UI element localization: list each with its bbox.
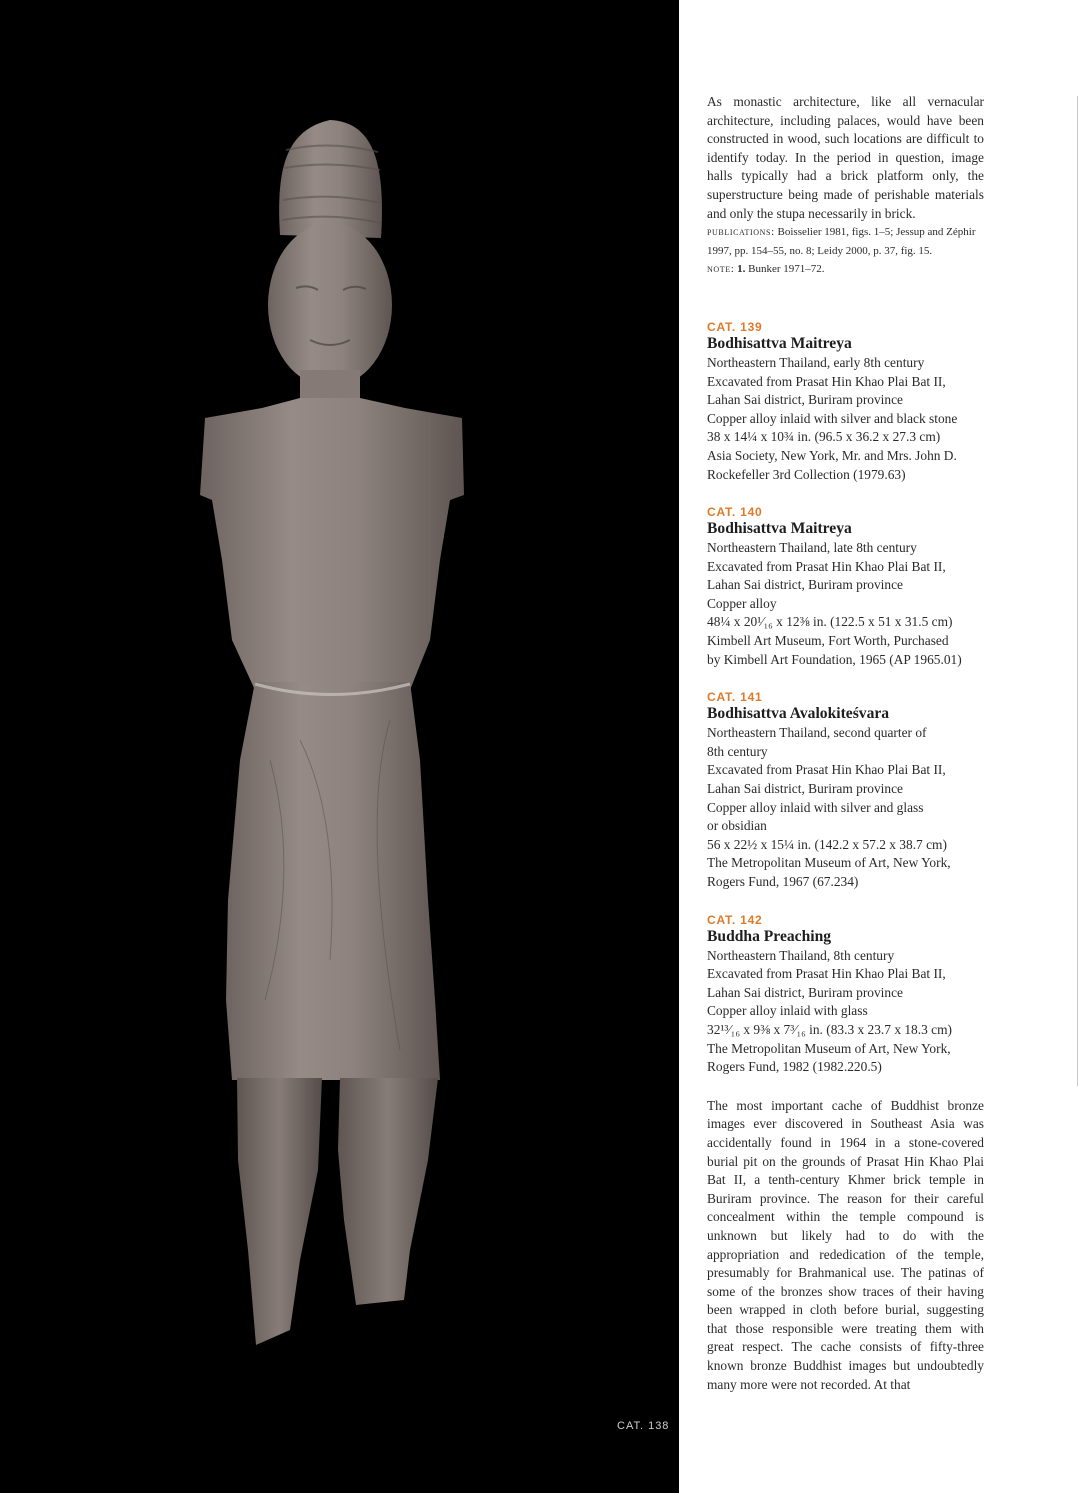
catalog-line: Rockefeller 3rd Collection (1979.63) xyxy=(707,466,906,482)
catalog-line: by Kimbell Art Foundation, 1965 (AP 1965.01) xyxy=(707,651,962,667)
catalog-line: Northeastern Thailand, 8th century xyxy=(707,947,895,963)
intro-paragraph: As monastic architecture, like all vernacular architecture, including palaces, would have been constructed in wood, such locations are difficult to identify today. In the period in question, image halls typically had a brick platform only, the superstructure being made of perishable materials and only the stupa necessarily in brick. xyxy=(707,94,984,221)
catalog-line: Rogers Fund, 1982 (1982.220.5) xyxy=(707,1059,882,1075)
catalog-line: Lahan Sai district, Buriram province xyxy=(707,781,903,797)
text-column xyxy=(707,93,984,1394)
catalog-title: Bodhisattva Maitreya xyxy=(707,520,852,538)
catalog-line: Copper alloy xyxy=(707,595,777,611)
statue-sarong xyxy=(226,682,440,1080)
publications-text: Boisselier 1981, figs. 1–5; Jessup and Zéphir 1997, pp. 154–55, no. 8; Leidy 2000, p. 37, fig. 15. xyxy=(707,226,976,257)
closing-paragraph: The most important cache of Buddhist bronze images ever discovered in Southeast Asia was accidentally found in 1964 in a stone-covered burial pit on the grounds of Prasat Hin Khao Plai Bat II, a tenth-century Khmer brick temple in Buriram province. The reason for their careful concealment within the temple compound is unknown but likely had to do with the appropriation and rededication of the temple, presumably for Brahmanical use. The patinas of some of the bronzes show traces of their having been wrapped in cloth before burial, suggesting that those responsible were treating them with great respect. The cache consists of fifty-three known bronze Buddhist images but undoubtedly many more were not recorded. At that xyxy=(707,1097,984,1392)
note-line xyxy=(707,260,984,279)
note-label: note: xyxy=(707,263,735,276)
catalog-line: 32¹³⁄₁₆ x 9⅜ x 7³⁄₁₆ in. (83.3 x 23.7 x 18.3 cm) xyxy=(707,1021,952,1037)
statue-face xyxy=(268,223,392,387)
catalog-line: Lahan Sai district, Buriram province xyxy=(707,577,903,593)
statue-left-leg xyxy=(237,1078,322,1345)
publications-line xyxy=(707,223,984,260)
catalog-line: The Metropolitan Museum of Art, New York, xyxy=(707,1040,951,1056)
catalog-title: Bodhisattva Avalokiteśvara xyxy=(707,705,890,723)
catalog-line: Copper alloy inlaid with glass xyxy=(707,1003,868,1019)
photo-caption: CAT. 138 xyxy=(617,1420,670,1432)
catalog-line: Excavated from Prasat Hin Khao Plai Bat II, xyxy=(707,373,946,389)
catalog-line: Northeastern Thailand, early 8th century xyxy=(707,354,925,370)
catalog-line: 56 x 22½ x 15¼ in. (142.2 x 57.2 x 38.7 cm) xyxy=(707,836,947,852)
catalog-entry xyxy=(707,689,984,891)
catalog-line: Asia Society, New York, Mr. and Mrs. John D. xyxy=(707,447,957,463)
catalog-line: or obsidian xyxy=(707,818,767,834)
catalog-line: Copper alloy inlaid with silver and glass xyxy=(707,799,924,815)
note-number: 1. xyxy=(734,263,746,276)
catalog-line: Northeastern Thailand, late 8th century xyxy=(707,540,917,556)
catalog-entry xyxy=(707,319,984,484)
catalog-line: Lahan Sai district, Buriram province xyxy=(707,984,903,1000)
catalog-number: CAT. 141 xyxy=(707,690,763,705)
statue-torso xyxy=(200,398,464,690)
note-text: Bunker 1971–72. xyxy=(745,263,825,276)
catalog-title: Bodhisattva Maitreya xyxy=(707,334,852,352)
catalog-line: Excavated from Prasat Hin Khao Plai Bat II, xyxy=(707,762,946,778)
statue-right-leg xyxy=(338,1078,438,1305)
margin-rule xyxy=(1077,96,1078,1086)
catalog-number: CAT. 142 xyxy=(707,912,763,927)
publications-label: publications: xyxy=(707,226,775,239)
catalog-line: Kimbell Art Museum, Fort Worth, Purchased xyxy=(707,633,949,649)
catalog-line: Excavated from Prasat Hin Khao Plai Bat II, xyxy=(707,966,946,982)
catalog-line: 8th century xyxy=(707,743,768,759)
catalog-line: Excavated from Prasat Hin Khao Plai Bat II, xyxy=(707,558,946,574)
catalog-line: Northeastern Thailand, second quarter of xyxy=(707,725,927,741)
catalog-entry xyxy=(707,912,984,1077)
catalog-line: Copper alloy inlaid with silver and black stone xyxy=(707,410,958,426)
catalog-number: CAT. 139 xyxy=(707,319,763,334)
catalog-line: 38 x 14¼ x 10¾ in. (96.5 x 36.2 x 27.3 cm) xyxy=(707,429,941,445)
catalog-line: Rogers Fund, 1967 (67.234) xyxy=(707,874,859,889)
catalog-title: Buddha Preaching xyxy=(707,927,832,945)
catalog-line: The Metropolitan Museum of Art, New York, xyxy=(707,855,951,871)
catalog-entry xyxy=(707,504,984,669)
catalog-line: 48¼ x 20¹⁄₁₆ x 12⅜ in. (122.5 x 51 x 31.5 cm) xyxy=(707,614,953,630)
catalog-line: Lahan Sai district, Buriram province xyxy=(707,392,903,408)
catalog-number: CAT. 140 xyxy=(707,505,763,520)
